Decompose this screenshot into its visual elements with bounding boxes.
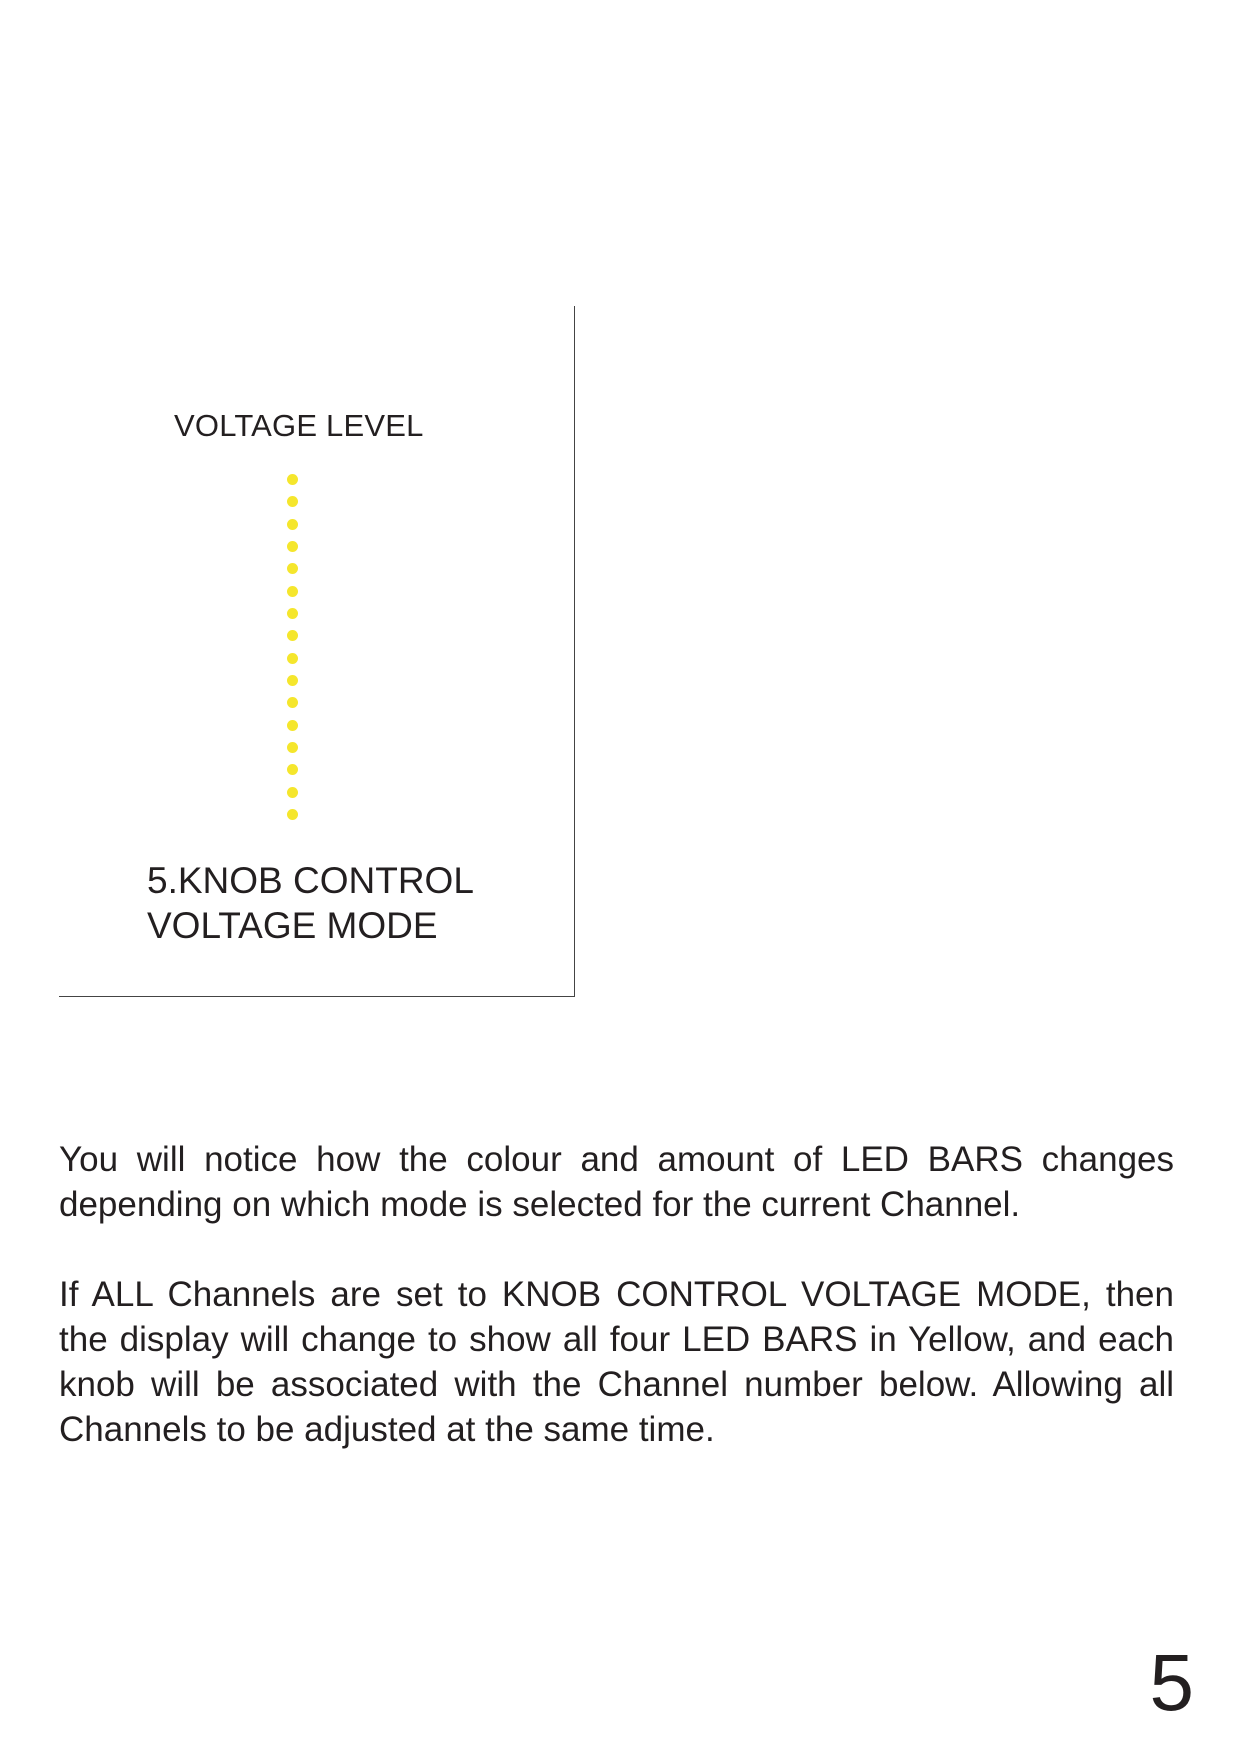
- voltage-level-label: VOLTAGE LEVEL: [174, 408, 424, 443]
- led-dot: [287, 586, 298, 597]
- led-dot: [287, 675, 298, 686]
- led-dot: [287, 541, 298, 552]
- led-dot: [287, 474, 298, 485]
- page-number: 5: [1149, 1638, 1194, 1727]
- mode-title-line2: VOLTAGE MODE: [147, 905, 438, 946]
- led-dot: [287, 697, 298, 708]
- paragraph-led-bars: You will notice how the colour and amount of LED BARS changes depending on which mode is selected for the current Channel.: [59, 1140, 1174, 1224]
- mode-title-line1: 5.KNOB CONTROL: [147, 860, 474, 901]
- led-dot: [287, 787, 298, 798]
- led-dot: [287, 809, 298, 820]
- led-dot: [287, 653, 298, 664]
- led-dot: [287, 742, 298, 753]
- body-text: [59, 1137, 1174, 1497]
- led-dot: [287, 496, 298, 507]
- paragraph-all-channels: If ALL Channels are set to KNOB CONTROL VOLTAGE MODE, then the display will change to show all four LED BARS in Yellow, and each knob will be associated with the Channel number below. Allowing all Channels to be adjusted at the same time.: [59, 1275, 1174, 1449]
- led-dot: [287, 608, 298, 619]
- led-dot: [287, 764, 298, 775]
- led-dot: [287, 519, 298, 530]
- led-dot: [287, 720, 298, 731]
- led-dot: [287, 630, 298, 641]
- led-dot: [287, 563, 298, 574]
- mode-title: [147, 858, 474, 948]
- led-voltage-bar: [287, 474, 301, 832]
